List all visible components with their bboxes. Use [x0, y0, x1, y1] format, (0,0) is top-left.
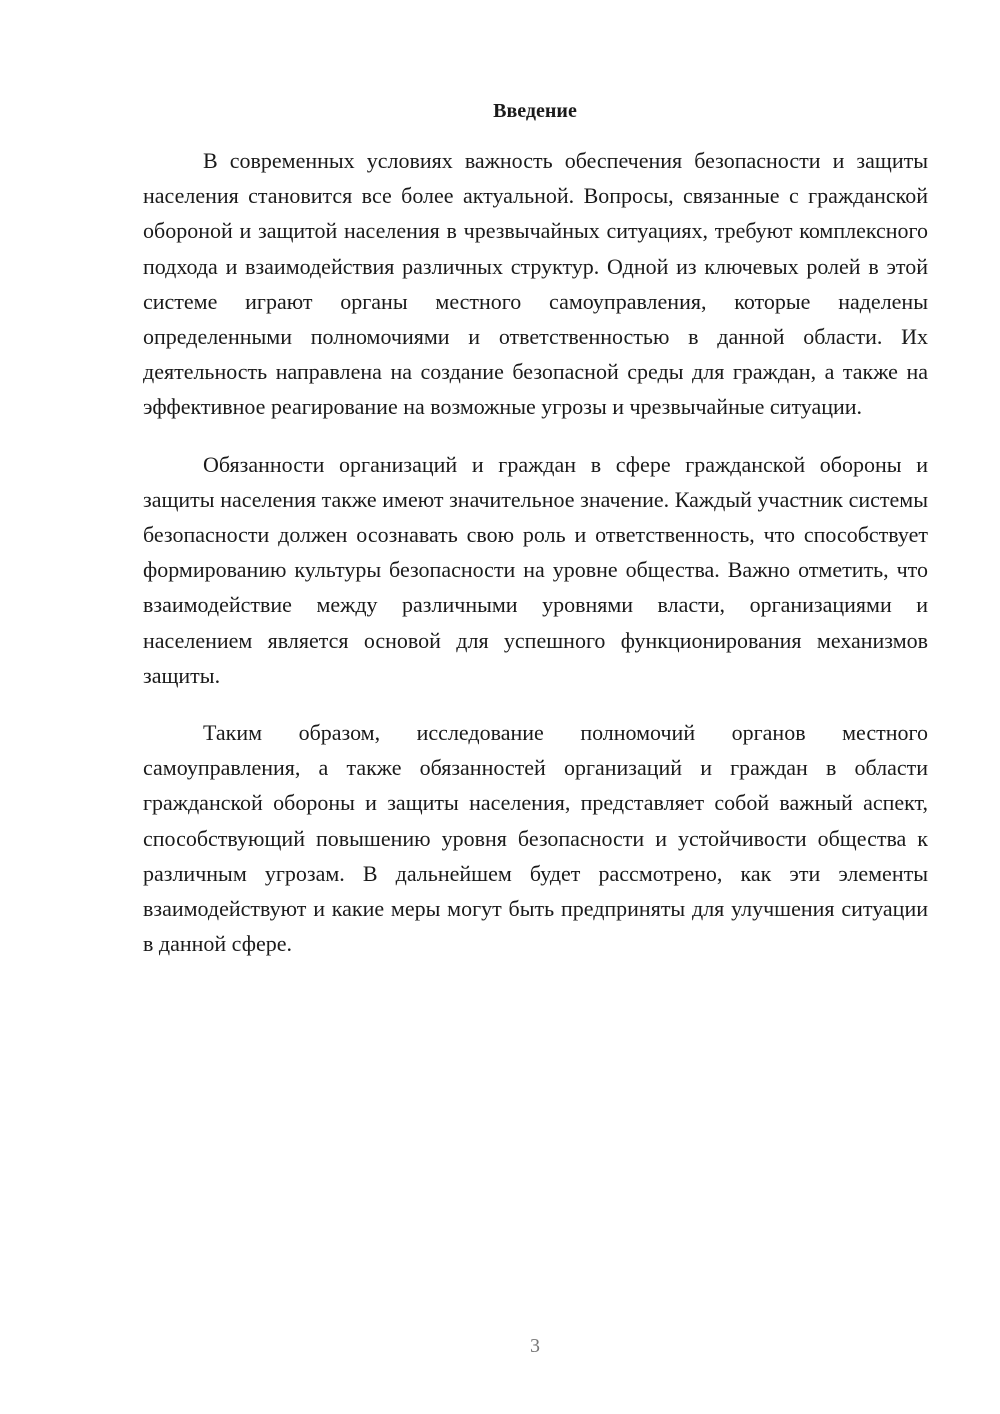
- page-number: 3: [530, 1335, 540, 1357]
- paragraph-2: Обязанности организаций и граждан в сфере гражданской обороны и защиты населения также имеют значительное значение. Каждый участник системы безопасности должен осознавать свою роль и ответственность, что способствует формированию культуры безопасности на уровне общества. Важно отметить, что взаимодействие между различными уровнями власти, организациями и населением является основой для успешного функционирования механизмов защиты.: [143, 451, 928, 688]
- body-text: [143, 143, 928, 983]
- section-heading: Введение: [493, 100, 577, 122]
- paragraph-1: В современных условиях важность обеспечения безопасности и защиты населения становится все более актуальной. Вопросы, связанные с гражданской обороной и защитой населения в чрезвычайных ситуациях, требуют комплексного подхода и взаимодействия различных структур. Одной из ключевых ролей в этой системе играют органы местного самоуправления, которые наделены определенными полномочиями и ответственностью в данной области. Их деятельность направлена на создание безопасной среды для граждан, а также на эффективное реагирование на возможные угрозы и чрезвычайные ситуации.: [143, 148, 928, 420]
- paragraph-3: Таким образом, исследование полномочий органов местного самоуправления, а также обязанностей организаций и граждан в области гражданской обороны и защиты населения, представляет собой важный аспект, способствующий повышению уровня безопасности и устойчивости общества к различным угрозам. В дальнейшем будет рассмотрено, как эти элементы взаимодействуют и какие меры могут быть предприняты для улучшения ситуации в данной сфере.: [143, 720, 928, 957]
